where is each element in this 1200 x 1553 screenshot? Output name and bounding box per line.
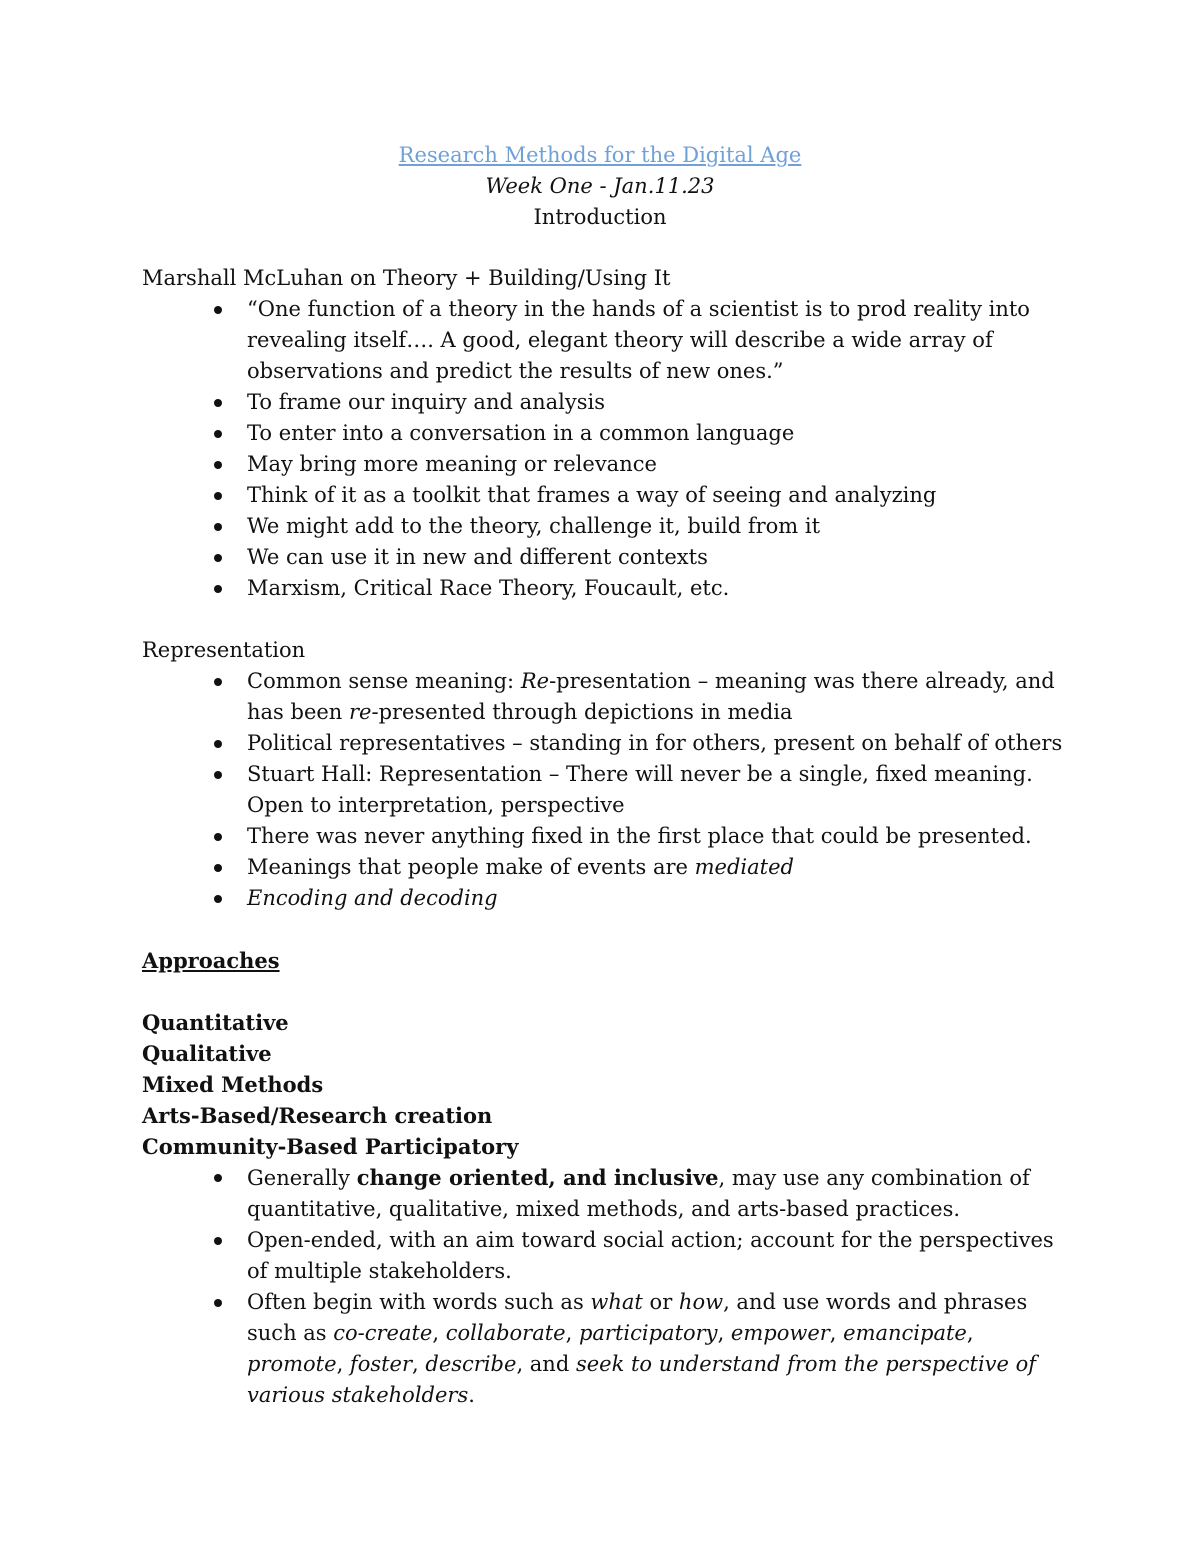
list-item-text: There was never anything fixed in the first place that could be presented. bbox=[247, 824, 1032, 848]
list-item-text bbox=[247, 1166, 1030, 1221]
bullet-icon bbox=[214, 678, 222, 686]
list-item-text: To enter into a conversation in a common language bbox=[247, 421, 795, 445]
text-run-italic: what bbox=[590, 1290, 643, 1314]
text-run: , bbox=[412, 1352, 426, 1376]
text-run: , bbox=[717, 1321, 731, 1345]
list-item bbox=[247, 1162, 1072, 1225]
text-run-italic: Re bbox=[520, 669, 550, 693]
bullet-icon bbox=[214, 1174, 222, 1182]
text-run-italic: mediated bbox=[694, 855, 794, 879]
list-item bbox=[247, 480, 1072, 511]
list-item bbox=[247, 852, 1072, 883]
bullet-icon bbox=[214, 554, 222, 562]
list-item-text: Stuart Hall: Representation – There will never be a single, fixed meaning. Open to interpretation, perspective bbox=[247, 762, 1033, 817]
text-run: Often begin with words such as bbox=[247, 1290, 591, 1314]
text-run-italic: empower bbox=[730, 1321, 830, 1345]
list-item bbox=[247, 294, 1072, 387]
document-body bbox=[142, 263, 1072, 1411]
bullet-icon bbox=[214, 1237, 222, 1245]
list-item bbox=[247, 728, 1072, 759]
approaches-heading: Approaches bbox=[142, 948, 280, 973]
list-item bbox=[247, 449, 1072, 480]
text-run: -presentation – meaning was there already, and has been bbox=[247, 669, 1055, 724]
list-item-text: “One function of a theory in the hands of a scientist is to prod reality into revealing itself…. A good, elegant theory will describe a wide array of observations and predict the results of new ones.” bbox=[247, 297, 1030, 383]
bullet-icon bbox=[214, 430, 222, 438]
list-item-text bbox=[247, 855, 794, 879]
community-based-list bbox=[142, 1162, 1072, 1411]
approach-qualitative: Qualitative bbox=[142, 1041, 272, 1066]
bullet-icon bbox=[214, 895, 222, 903]
text-run-italic: re bbox=[349, 700, 372, 724]
list-item bbox=[247, 511, 1072, 542]
section-introduction-heading: Introduction bbox=[533, 205, 667, 229]
text-run: , and use words and phrases such as bbox=[247, 1290, 1028, 1345]
text-run: Common sense meaning: bbox=[247, 669, 521, 693]
list-item-text: Open-ended, with an aim toward social action; account for the perspectives of multiple stakeholders. bbox=[247, 1228, 1054, 1283]
list-item-text: To frame our inquiry and analysis bbox=[247, 390, 606, 414]
mcluhan-list bbox=[142, 294, 1072, 604]
text-run-italic: seek to understand from the perspective of various stakeholders bbox=[247, 1352, 1037, 1407]
text-run-italic: co-create bbox=[333, 1321, 433, 1345]
text-run: , bbox=[565, 1321, 579, 1345]
approach-arts-based: Arts-Based/Research creation bbox=[142, 1103, 493, 1128]
text-run: , may use any combination of quantitative, qualitative, mixed methods, and arts-based practices. bbox=[247, 1166, 1030, 1221]
bullet-icon bbox=[214, 833, 222, 841]
bullet-icon bbox=[214, 771, 222, 779]
list-item bbox=[247, 542, 1072, 573]
list-item-text: We might add to the theory, challenge it, build from it bbox=[247, 514, 821, 538]
text-run: , bbox=[829, 1321, 844, 1345]
bullet-icon bbox=[214, 492, 222, 500]
text-run: Meanings that people make of events are bbox=[247, 855, 695, 879]
list-item-text: Marxism, Critical Race Theory, Foucault, etc. bbox=[247, 576, 730, 600]
bullet-icon bbox=[214, 399, 222, 407]
text-run-italic: foster bbox=[349, 1352, 413, 1376]
list-item-text bbox=[247, 1290, 1036, 1407]
list-item bbox=[247, 821, 1072, 852]
document-subtitle: Week One - Jan.11.23 bbox=[485, 174, 715, 198]
text-run: or bbox=[642, 1290, 679, 1314]
text-run-italic: describe bbox=[425, 1352, 517, 1376]
list-item bbox=[247, 387, 1072, 418]
list-item bbox=[247, 666, 1072, 728]
document-title-link[interactable]: Research Methods for the Digital Age bbox=[398, 143, 802, 167]
bullet-icon bbox=[214, 523, 222, 531]
list-item bbox=[247, 1287, 1072, 1411]
bullet-icon bbox=[214, 585, 222, 593]
approach-mixed-methods: Mixed Methods bbox=[142, 1072, 324, 1097]
list-item bbox=[247, 1225, 1072, 1287]
text-run-italic: how bbox=[678, 1290, 724, 1314]
text-run-italic: promote bbox=[247, 1352, 337, 1376]
text-run-italic: emancipate bbox=[843, 1321, 967, 1345]
list-item-text: May bring more meaning or relevance bbox=[247, 452, 657, 476]
text-run: , bbox=[966, 1321, 974, 1345]
mcluhan-heading: Marshall McLuhan on Theory + Building/Using It bbox=[142, 266, 671, 290]
list-item-text bbox=[247, 669, 1055, 724]
list-item bbox=[247, 759, 1072, 821]
approach-quantitative: Quantitative bbox=[142, 1010, 289, 1035]
text-run: , bbox=[432, 1321, 446, 1345]
representation-heading: Representation bbox=[142, 638, 306, 662]
document-header bbox=[0, 140, 1200, 233]
text-run: , bbox=[336, 1352, 350, 1376]
bullet-icon bbox=[214, 461, 222, 469]
text-run-bold: change oriented, and inclusive bbox=[356, 1165, 719, 1190]
approach-community-based: Community-Based Participatory bbox=[142, 1134, 519, 1159]
representation-list bbox=[142, 666, 1072, 914]
text-run: . bbox=[468, 1383, 475, 1407]
bullet-icon bbox=[214, 740, 222, 748]
list-item-text: Encoding and decoding bbox=[247, 886, 498, 910]
list-item-text: Political representatives – standing in for others, present on behalf of others bbox=[247, 731, 1063, 755]
text-run: , and bbox=[516, 1352, 576, 1376]
list-item bbox=[247, 883, 1072, 914]
text-run-italic: collaborate bbox=[445, 1321, 566, 1345]
text-run: Generally bbox=[247, 1166, 357, 1190]
list-item bbox=[247, 418, 1072, 449]
bullet-icon bbox=[214, 864, 222, 872]
text-run: -presented through depictions in media bbox=[371, 700, 793, 724]
bullet-icon bbox=[214, 306, 222, 314]
list-item-text: Think of it as a toolkit that frames a way of seeing and analyzing bbox=[247, 483, 937, 507]
list-item-text: We can use it in new and different contexts bbox=[247, 545, 708, 569]
bullet-icon bbox=[214, 1299, 222, 1307]
text-run-italic: participatory bbox=[578, 1321, 718, 1345]
list-item bbox=[247, 573, 1072, 604]
